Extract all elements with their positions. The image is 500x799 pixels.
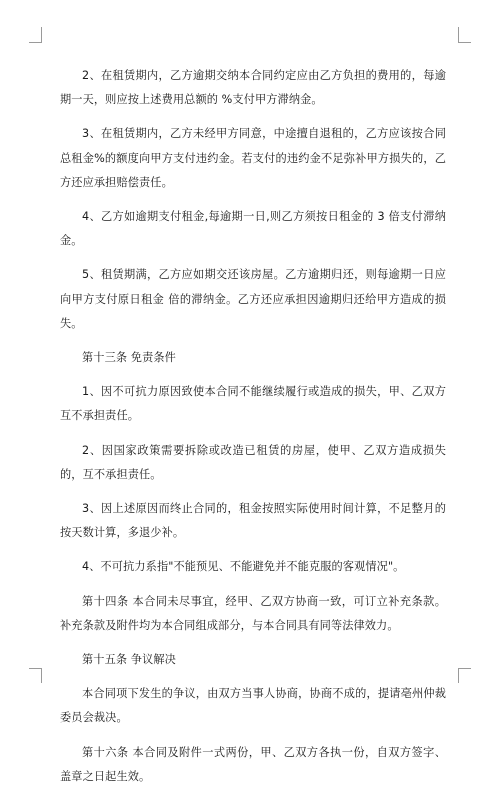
paragraph-exemption-3: 3、因上述原因而终止合同的，租金按照实际使用时间计算，不足整月的按天数计算，多退少补。 bbox=[60, 502, 446, 540]
article-14-paragraph: 第十四条 本合同未尽事宜，经甲、乙双方协商一致，可订立补充条款。补充条款及附件均为本合同组成部分，与本合同具有同等法律效力。 bbox=[60, 594, 446, 632]
paragraph-exemption-2: 2、因国家政策需要拆除或改造已租赁的房屋，使甲、乙双方造成损失的，互不承担责任。 bbox=[60, 443, 446, 481]
crop-mark-bottom-left bbox=[29, 668, 42, 683]
article-13-heading: 第十三条 免责条件 bbox=[82, 351, 176, 365]
paragraph-dispute-resolution: 本合同项下发生的争议，由双方当事人协商，协商不成的，提请亳州仲裁委员会裁决。 bbox=[60, 687, 446, 725]
article-16-paragraph: 第十六条 本合同及附件一式两份，甲、乙双方各执一份，自双方签字、盖章之日起生效。 bbox=[60, 745, 446, 783]
crop-mark-top-left bbox=[29, 27, 42, 43]
paragraph-clause-3: 3、在租赁期内，乙方未经甲方同意，中途擅自退租的，乙方应该按合同总租金%的额度向甲方支付违约金。若支付的违约金不足弥补甲方损失的，乙方还应承担赔偿责任。 bbox=[60, 127, 446, 189]
paragraph-exemption-1: 1、因不可抗力原因致使本合同不能继续履行或造成的损失，甲、乙双方互不承担责任。 bbox=[60, 385, 446, 423]
paragraph-clause-4: 4、乙方如逾期支付租金,每逾期一日,则乙方须按日租金的 3 倍支付滞纳金。 bbox=[60, 210, 446, 248]
paragraph-exemption-4: 4、不可抗力系指"不能预见、不能避免并不能克服的客观情况"。 bbox=[82, 560, 405, 574]
crop-mark-top-right bbox=[458, 27, 471, 43]
paragraph-clause-5: 5、租赁期满，乙方应如期交还该房屋。乙方逾期归还，则每逾期一日应向甲方支付原日租金 倍的滞纳金。乙方还应承担因逾期归还给甲方造成的损失。 bbox=[60, 268, 446, 330]
document-body bbox=[60, 64, 446, 799]
article-15-heading: 第十五条 争议解决 bbox=[82, 653, 176, 667]
paragraph-clause-2: 2、在租赁期内，乙方逾期交纳本合同约定应由乙方负担的费用的，每逾期一天，则应按上述费用总额的 %支付甲方滞纳金。 bbox=[60, 69, 446, 107]
crop-mark-bottom-right bbox=[458, 668, 471, 683]
